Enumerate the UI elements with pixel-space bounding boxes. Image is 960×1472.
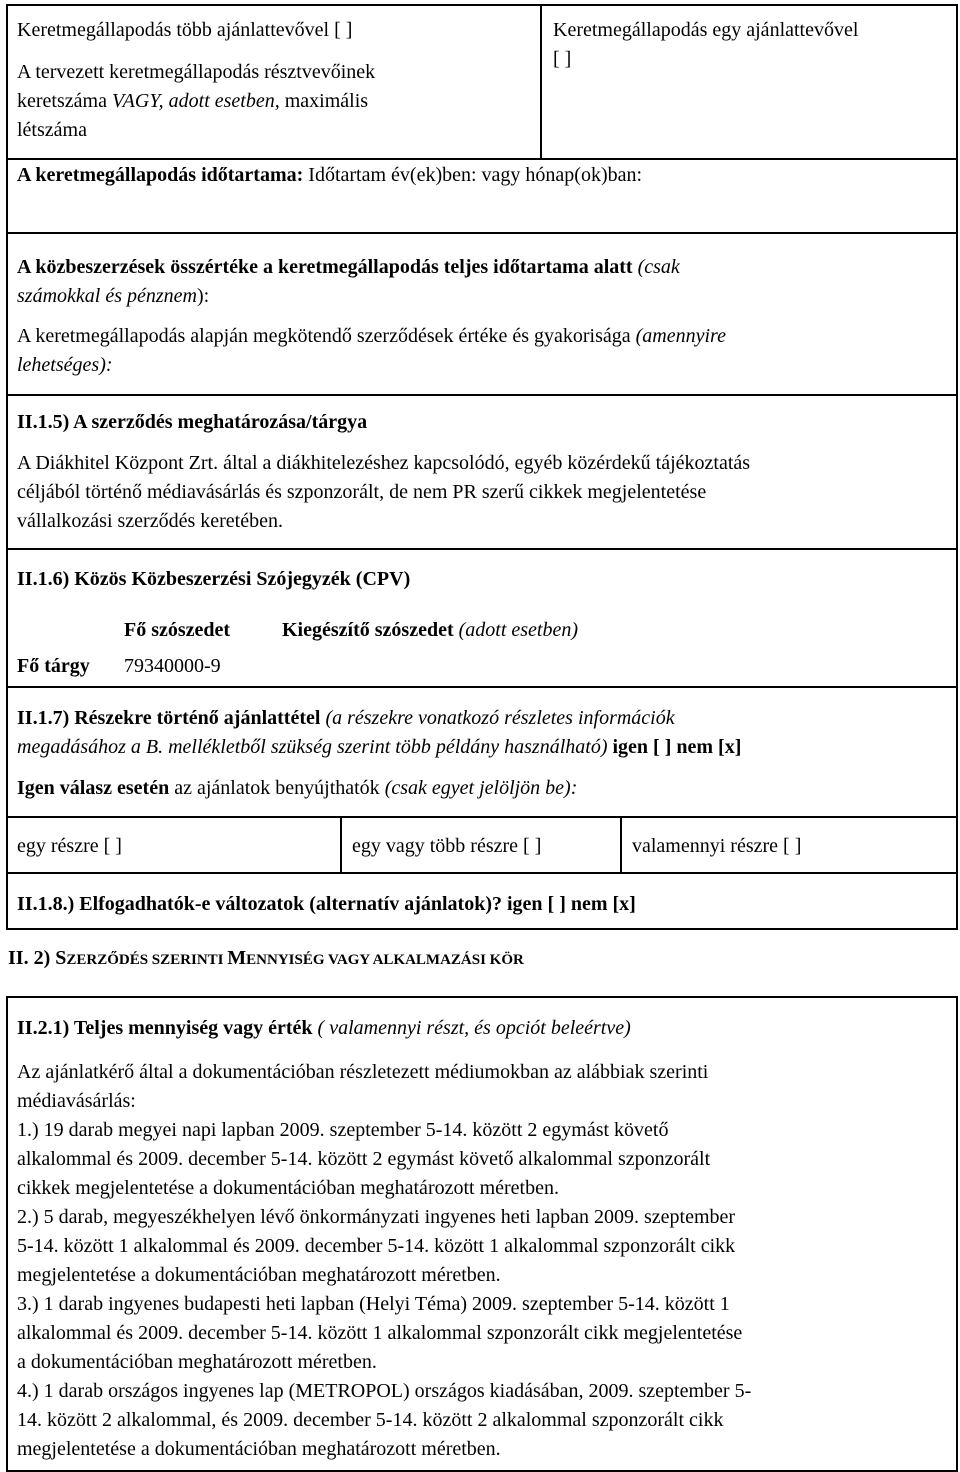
lots-yes-no: igen [ ] nem [x]: [612, 736, 742, 758]
option-one-or-more-lots: egy vagy több részre [ ]: [352, 835, 542, 857]
cpv-main-subject-code: 79340000-9: [124, 655, 221, 677]
subject-line2: céljából történő médiavásárlás és szponzorált, de nem PR szerű cikkek megjelentetése: [17, 481, 707, 503]
total-value-line1: [17, 253, 680, 282]
quantity-line: megjelentetése a dokumentációban meghatározott méretben.: [17, 1438, 501, 1460]
total-value-line2: [17, 282, 209, 311]
quantity-line: 4.) 1 darab országos ingyenes lap (METROPOL) országos kiadásában, 2009. szeptember 5-: [17, 1380, 752, 1402]
cpv-main-vocab-header: Fő szószedet: [124, 619, 231, 641]
single-bidder-label-line1: Keretmegállapodás egy ajánlattevővel: [553, 19, 859, 41]
quantity-line: Az ajánlatkérő által a dokumentációban részletezett médiumokban az alábbiak szerinti: [17, 1061, 709, 1083]
quantity-heading-note: ( valamennyi részt, és opciót beleértve): [317, 1017, 631, 1039]
lots-options-divider-1: [340, 816, 342, 874]
section-2-prefix: II. 2) S: [8, 947, 67, 969]
subject-line1: A Diákhitel Központ Zrt. által a diákhitelezéshez kapcsolódó, egyéb közérdekű tájékoztatás: [17, 452, 751, 474]
cpv-supp-vocab-header: [282, 616, 578, 645]
total-value-note-a: (csak: [637, 256, 680, 278]
total-value-label: A közbeszerzések összértéke a keretmegállapodás teljes időtartama alatt: [17, 256, 633, 278]
quantity-line: 5-14. között 1 alkalommal és 2009. december 5-14. között 1 alkalommal szponzorált cikk: [17, 1235, 736, 1257]
duration-label: A keretmegállapodás időtartama:: [17, 164, 304, 186]
section-2-part2-initial: M: [227, 947, 247, 969]
lots-if-yes: [17, 774, 577, 803]
option-one-lot: egy részre [ ]: [17, 835, 122, 857]
variants-text: II.1.8.) Elfogadhatók-e változatok (alternatív ajánlatok)? igen [ ] nem [x]: [17, 893, 636, 915]
participants-maximalis: maximális: [284, 90, 369, 112]
lots-heading-line1: [17, 704, 675, 733]
quantity-heading: [17, 1014, 631, 1043]
cpv-supp-vocab-note: (adott esetben): [458, 619, 579, 641]
duration-text: Időtartam év(ek)ben: vagy hónap(ok)ban:: [308, 164, 643, 186]
lots-heading-label: II.1.7) Részekre történő ajánlattétel: [17, 707, 321, 729]
participants-line2: [17, 87, 368, 116]
section-2-part2: ENNYISÉG VAGY ALKALMAZÁSI KÖR: [246, 952, 524, 968]
total-value-colon: ):: [196, 285, 210, 307]
total-value-note-b: számokkal és pénznem: [17, 285, 197, 307]
quantity-line: alkalommal és 2009. december 5-14. között 2 egymást követő alkalommal szponzorált: [17, 1148, 711, 1170]
contracts-value-note: (amennyire: [635, 325, 726, 347]
section-2-part1: ZERZŐDÉS SZERINTI: [66, 952, 228, 968]
framework-divider-vertical: [540, 4, 542, 160]
option-all-lots: valamennyi részre [ ]: [632, 835, 802, 857]
multi-bidder-label: Keretmegállapodás több ajánlattevővel [ ]: [17, 19, 353, 41]
lots-heading-line2: [17, 733, 741, 762]
single-bidder-label-line2: [ ]: [553, 48, 572, 70]
subject-line3: vállalkozási szerződés keretében.: [17, 510, 283, 532]
participants-keretszama: keretszáma: [17, 90, 107, 112]
framework-divider-horizontal: [6, 158, 958, 160]
quantity-line: a dokumentációban meghatározott méretben.: [17, 1351, 377, 1373]
lots-if-yes-label: Igen válasz esetén: [17, 777, 170, 799]
quantity-line: 3.) 1 darab ingyenes budapesti heti lapban (Helyi Téma) 2009. szeptember 5-14. között 1: [17, 1293, 730, 1315]
lots-options-divider-2: [620, 816, 622, 874]
quantity-line: médiavásárlás:: [17, 1090, 136, 1112]
contracts-value-line1: [17, 322, 726, 351]
participants-line1: A tervezett keretmegállapodás résztvevőinek: [17, 61, 376, 83]
lots-if-yes-note: (csak egyet jelöljön be):: [384, 777, 578, 799]
section-2-heading: [8, 944, 524, 975]
quantity-line: megjelentetése a dokumentációban meghatározott méretben.: [17, 1264, 501, 1286]
framework-duration: [17, 161, 642, 190]
quantity-line: 2.) 5 darab, megyeszékhelyen lévő önkormányzati ingyenes heti lapban 2009. szeptember: [17, 1206, 736, 1228]
lots-heading-note-1: (a részekre vonatkozó részletes információk: [325, 707, 675, 729]
quantity-line: cikkek megjelentetése a dokumentációban meghatározott méretben.: [17, 1177, 559, 1199]
subject-heading: II.1.5) A szerződés meghatározása/tárgya: [17, 411, 368, 433]
quantity-line: 1.) 19 darab megyei napi lapban 2009. szeptember 5-14. között 2 egymást követő: [17, 1119, 669, 1141]
quantity-line: alkalommal és 2009. december 5-14. között 1 alkalommal szponzorált cikk megjelentetése: [17, 1322, 743, 1344]
contracts-value-label: A keretmegállapodás alapján megkötendő szerződések értéke és gyakorisága: [17, 325, 631, 347]
contracts-value-line2: lehetséges):: [17, 354, 113, 376]
cpv-heading: II.1.6) Közös Közbeszerzési Szójegyzék (CPV): [17, 568, 411, 590]
cpv-main-subject-label: Fő tárgy: [17, 655, 90, 677]
lots-if-yes-text: az ajánlatok benyújthatók: [174, 777, 380, 799]
cpv-supp-vocab-label: Kiegészítő szószedet: [282, 619, 454, 641]
lots-heading-note-2: megadásához a B. mellékletből szükség szerint több példány használható): [17, 736, 608, 758]
participants-vagy: VAGY, adott esetben,: [111, 90, 280, 112]
quantity-line: 14. között 2 alkalommal, és 2009. december 5-14. között 2 alkalommal szponzorált cikk: [17, 1409, 724, 1431]
quantity-heading-label: II.2.1) Teljes mennyiség vagy érték: [17, 1017, 313, 1039]
participants-line3: létszáma: [17, 119, 87, 141]
